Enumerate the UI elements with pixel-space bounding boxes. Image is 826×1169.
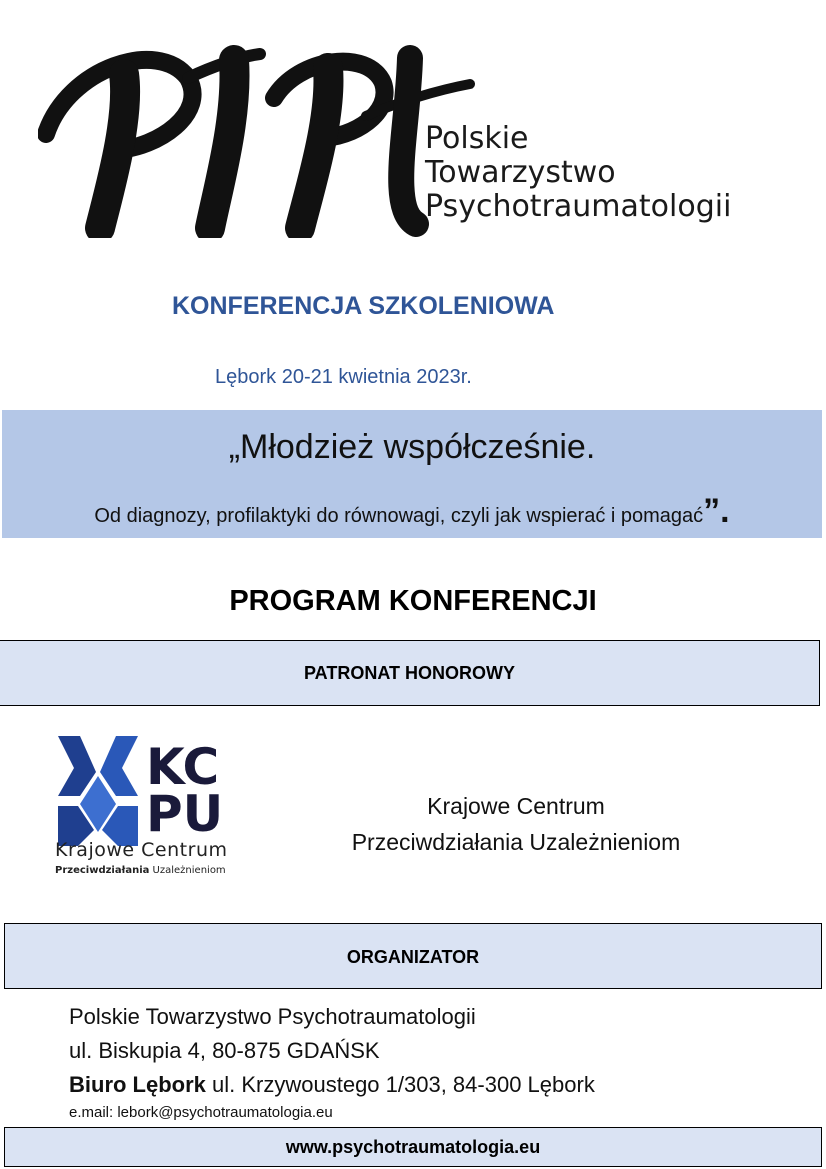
kcpu-letters-top: KC <box>146 738 220 796</box>
organizer-name: Polskie Towarzystwo Psychotraumatologii <box>69 1004 476 1029</box>
organizer-email: e.mail: lebork@psychotraumatologia.eu <box>69 1104 333 1121</box>
organizer-office <box>69 1068 595 1102</box>
office-label: Biuro Lębork <box>69 1072 206 1097</box>
logo-line-3: Psychotraumatologii <box>425 189 732 224</box>
program-heading: PROGRAM KONFERENCJI <box>229 585 597 617</box>
website-band <box>4 1127 822 1167</box>
kcpu-logo-line2-rest: Uzależnieniom <box>149 865 226 876</box>
subtitle-text: Od diagnozy, profilaktyki do równowagi, czyli jak wspierać i pomagać <box>94 505 704 527</box>
website-link[interactable]: www.psychotraumatologia.eu <box>285 1137 541 1157</box>
logo-line-2: Towarzystwo <box>425 155 616 190</box>
closing-quote: ”. <box>703 492 730 530</box>
ptpt-logo <box>38 38 478 238</box>
organizator-label: ORGANIZATOR <box>346 947 480 967</box>
conference-subtitle <box>2 492 822 531</box>
organizer-address: ul. Biskupia 4, 80-875 GDAŃSK <box>69 1038 380 1063</box>
kcpu-logo-line1: Krajowe Centrum <box>55 839 227 861</box>
patronat-label: PATRONAT HONOROWY <box>304 663 515 683</box>
conference-date: Lębork 20-21 kwietnia 2023r. <box>215 366 472 388</box>
organizator-band <box>4 923 822 989</box>
patronat-band <box>0 640 820 706</box>
kcpu-logo <box>54 734 234 876</box>
conference-type: KONFERENCJA SZKOLENIOWA <box>172 292 555 320</box>
title-band <box>2 410 822 538</box>
organizer-details <box>69 1000 595 1124</box>
logo-line-1: Polskie <box>425 121 529 156</box>
patron-name-line1: Krajowe Centrum <box>427 793 605 819</box>
kcpu-logo-line2 <box>55 865 226 876</box>
logo-org-name <box>425 122 731 224</box>
patron-name <box>300 788 732 860</box>
kcpu-logo-line2-bold: Przeciwdziałania <box>55 865 150 876</box>
kcpu-letters-bottom: PU <box>146 785 224 843</box>
patron-name-line2: Przeciwdziałania Uzależnieniom <box>351 829 681 855</box>
office-address: ul. Krzywoustego 1/303, 84-300 Lębork <box>205 1072 595 1097</box>
conference-title: „Młodzież współcześnie. <box>228 428 596 466</box>
